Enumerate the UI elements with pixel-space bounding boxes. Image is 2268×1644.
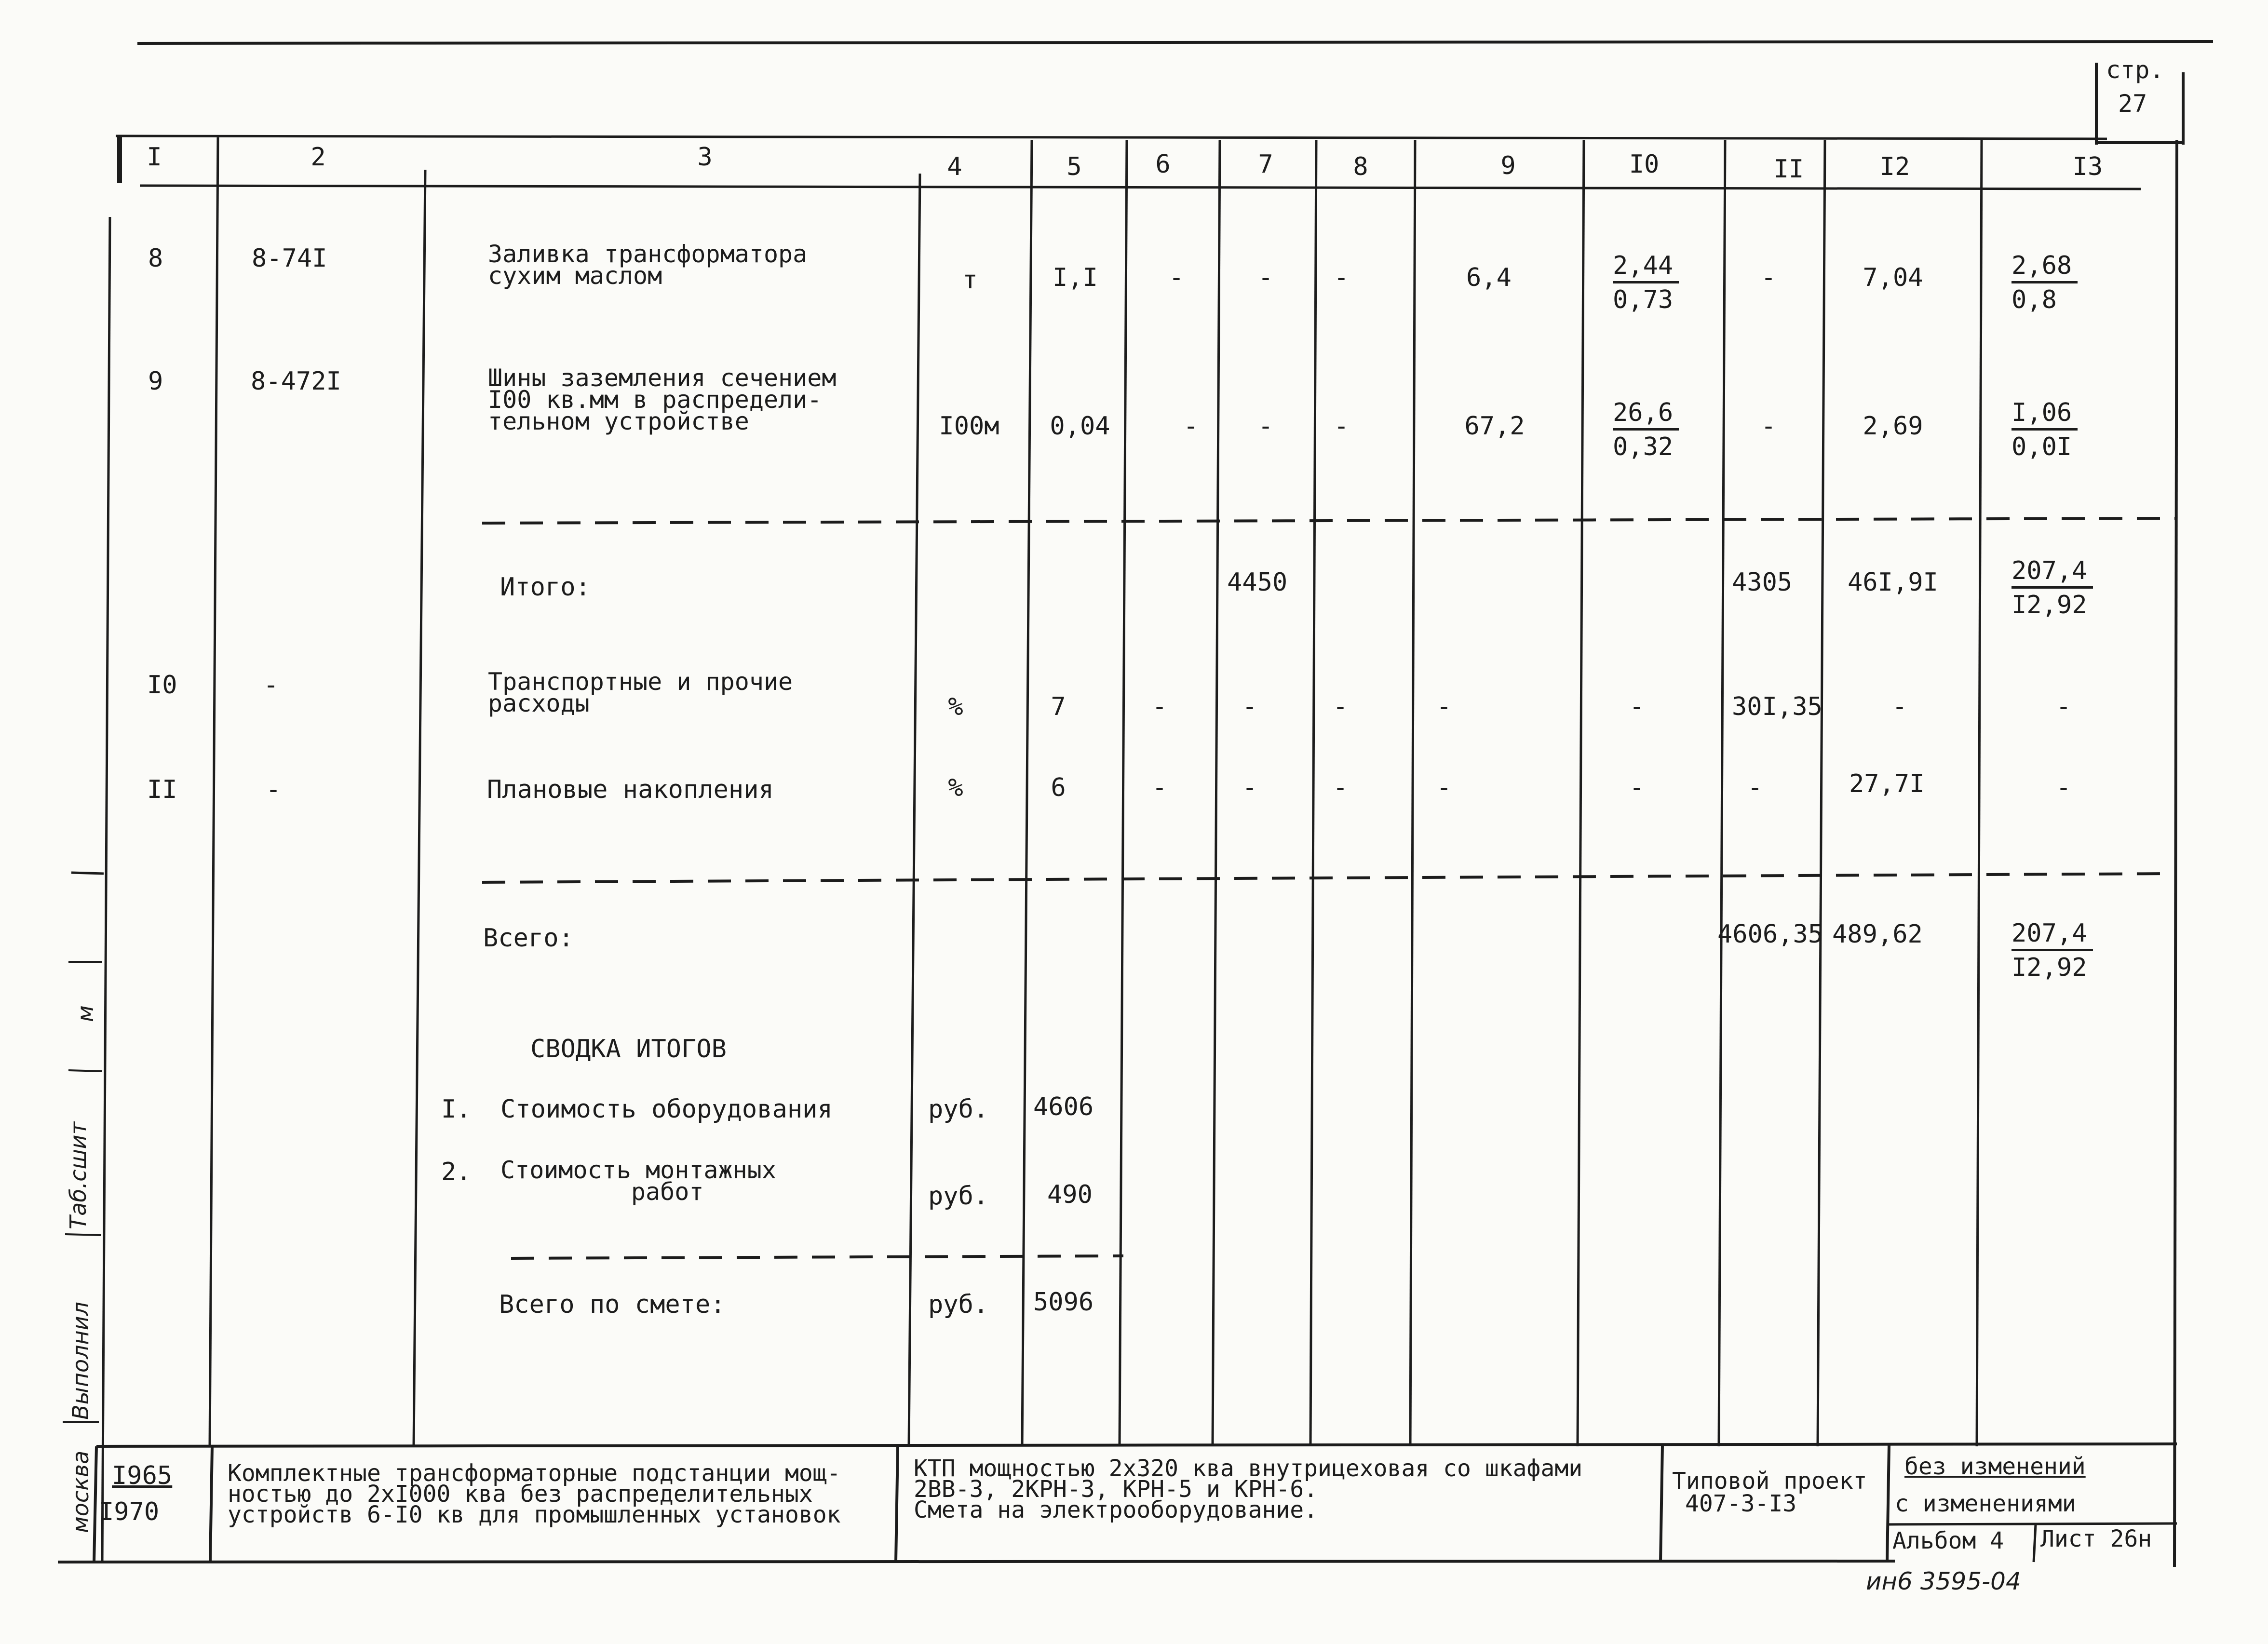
col-9-value: - [1436, 773, 1452, 802]
summary-item-2-unit: руб. [928, 1182, 989, 1211]
col-7-value: - [1258, 412, 1273, 441]
unit: I00м [939, 412, 999, 441]
year-1: I965 [112, 1461, 173, 1490]
col-6-value: - [1183, 412, 1199, 441]
header-col-4: 4 [947, 152, 962, 181]
col-13-fraction [2012, 253, 2078, 312]
col-12-value: 46I,9I [1848, 568, 1938, 597]
summary-item-2-number: 2. [441, 1158, 472, 1186]
col-13-value: - [2056, 773, 2071, 802]
col-9-value: 67,2 [1464, 412, 1525, 441]
quantity: 6 [1051, 773, 1066, 802]
header-col-9: 9 [1500, 151, 1516, 180]
page-label: стр. [2106, 56, 2164, 84]
status-unchanged: без изменений [1904, 1453, 2086, 1480]
summary-item-2-label: Стоимость монтажных работ [500, 1156, 776, 1206]
col-9-value: 6,4 [1466, 263, 1512, 292]
denominator: 0,73 [1613, 285, 1674, 314]
album-number: Альбом 4 [1892, 1527, 2004, 1554]
col-12-value: 489,62 [1832, 920, 1923, 949]
col-13-fraction [2012, 558, 2093, 618]
unit: т [962, 266, 978, 295]
numerator: 2,68 [2012, 253, 2078, 283]
col-11-value: - [1761, 412, 1776, 441]
year-2: I970 [99, 1497, 160, 1526]
col-7-value: - [1242, 773, 1257, 802]
summary-item-1-value: 4606 [1033, 1092, 1094, 1121]
total-label: Всего: [483, 924, 574, 953]
col-12-value: 2,69 [1863, 412, 1923, 441]
denominator: 0,8 [2012, 285, 2057, 314]
header-col-2: 2 [310, 143, 326, 172]
row-number: 8 [148, 244, 163, 273]
quantity: 7 [1051, 692, 1066, 721]
status-changed: с изменениями [1895, 1490, 2076, 1517]
col-11-value: - [1761, 263, 1776, 292]
numerator: 2,44 [1613, 253, 1679, 283]
denominator: I2,92 [2012, 591, 2087, 620]
page-number: 27 [2118, 90, 2147, 118]
col-12-value: 7,04 [1863, 263, 1923, 292]
sheet-number: Лист 26н [2040, 1525, 2152, 1552]
col-13-fraction [2012, 400, 2078, 459]
header-col-6: 6 [1155, 150, 1171, 179]
header-col-3: 3 [697, 143, 713, 172]
col-10-fraction [1613, 400, 1679, 459]
col-8-value: - [1333, 692, 1348, 721]
row-number: 9 [148, 367, 163, 396]
header-col-13: I3 [2072, 152, 2103, 181]
header-col-1: I [147, 143, 162, 172]
stamp-mark: м [72, 1005, 98, 1022]
header-col-5: 5 [1066, 152, 1082, 181]
item-code: 8-472I [251, 367, 341, 396]
project-label: Типовой проект [1672, 1468, 1867, 1495]
row-number: I0 [147, 671, 177, 700]
col-9-value: - [1436, 692, 1452, 721]
signature: Таб.сшит [65, 1121, 91, 1229]
denominator: 0,32 [1613, 432, 1674, 461]
col-11-value: 4305 [1732, 568, 1793, 597]
unit: % [948, 692, 963, 721]
header-col-11: II [1773, 155, 1804, 184]
unit: % [948, 773, 963, 802]
col-13-value: - [2056, 692, 2071, 721]
item-name: Заливка трансформатора сухим маслом [488, 240, 808, 290]
col-7-value: - [1242, 692, 1257, 721]
summary-total-label: Всего по смете: [499, 1290, 726, 1319]
col-11-value: - [1747, 773, 1763, 802]
col-8-value: - [1334, 412, 1349, 441]
numerator: 26,6 [1613, 400, 1679, 431]
row-number: II [147, 775, 177, 804]
summary-item-1-number: I. [441, 1095, 472, 1124]
col-8-value: - [1334, 263, 1349, 292]
quantity: I,I [1053, 263, 1098, 292]
project-number: 407-3-I3 [1685, 1490, 1797, 1517]
col-10-value: - [1629, 773, 1645, 802]
summary-item-1-unit: руб. [928, 1095, 989, 1124]
inventory-number: ин6 3595-04 [1866, 1567, 2021, 1595]
col-6-value: - [1152, 692, 1167, 721]
header-col-8: 8 [1353, 152, 1368, 181]
item-name: Плановые накопления [487, 775, 774, 804]
summary-item-1-label: Стоимость оборудования [500, 1095, 833, 1124]
header-col-12: I2 [1879, 152, 1910, 181]
numerator: 207,4 [2012, 558, 2093, 589]
header-col-10: I0 [1629, 150, 1660, 179]
col-11-value: 4606,35 [1717, 920, 1823, 949]
col-12-value: - [1892, 692, 1907, 721]
subtotal-label: Итого: [500, 573, 591, 602]
project-description: Комплектные трансформаторные подстанции мощ- ностью до 2хI000 ква без распределительных устройств 6-I0 кв для промышленных установок [228, 1460, 841, 1529]
item-name: Шины заземления сечением I00 кв.мм в распредели- тельном устройстве [488, 364, 837, 435]
numerator: 207,4 [2012, 921, 2093, 951]
denominator: I2,92 [2012, 953, 2087, 982]
summary-item-2-value: 490 [1047, 1180, 1093, 1209]
summary-total-unit: руб. [928, 1290, 989, 1319]
executed-label: Выполнил [68, 1302, 94, 1420]
sheet-subject: КТП мощностью 2х320 ква внутрицеховая со шкафами 2ВВ-3, 2КРН-3, КРН-5 и КРН-6. Смета на электрооборудование. [914, 1455, 1583, 1524]
item-name: Транспортные и прочие расходы [488, 668, 793, 717]
summary-total-value: 5096 [1033, 1288, 1094, 1317]
header-col-7: 7 [1258, 150, 1273, 179]
city-label: москва [68, 1450, 94, 1533]
col-10-fraction [1613, 253, 1679, 312]
col-8-value: - [1333, 773, 1348, 802]
item-code: - [266, 775, 281, 804]
col-6-value: - [1152, 773, 1167, 802]
denominator: 0,0I [2012, 432, 2072, 461]
col-7-value: - [1258, 263, 1273, 292]
col-7-value: 4450 [1227, 568, 1288, 597]
col-11-value: 30I,35 [1732, 692, 1822, 721]
col-6-value: - [1169, 263, 1184, 292]
col-12-value: 27,7I [1849, 769, 1925, 798]
summary-title: СВОДКА ИТОГОВ [530, 1035, 727, 1064]
col-13-fraction [2012, 921, 2093, 980]
col-10-value: - [1629, 692, 1645, 721]
item-code: 8-74I [252, 244, 327, 273]
quantity: 0,04 [1050, 412, 1110, 441]
numerator: I,06 [2012, 400, 2078, 431]
item-code: - [263, 671, 279, 700]
